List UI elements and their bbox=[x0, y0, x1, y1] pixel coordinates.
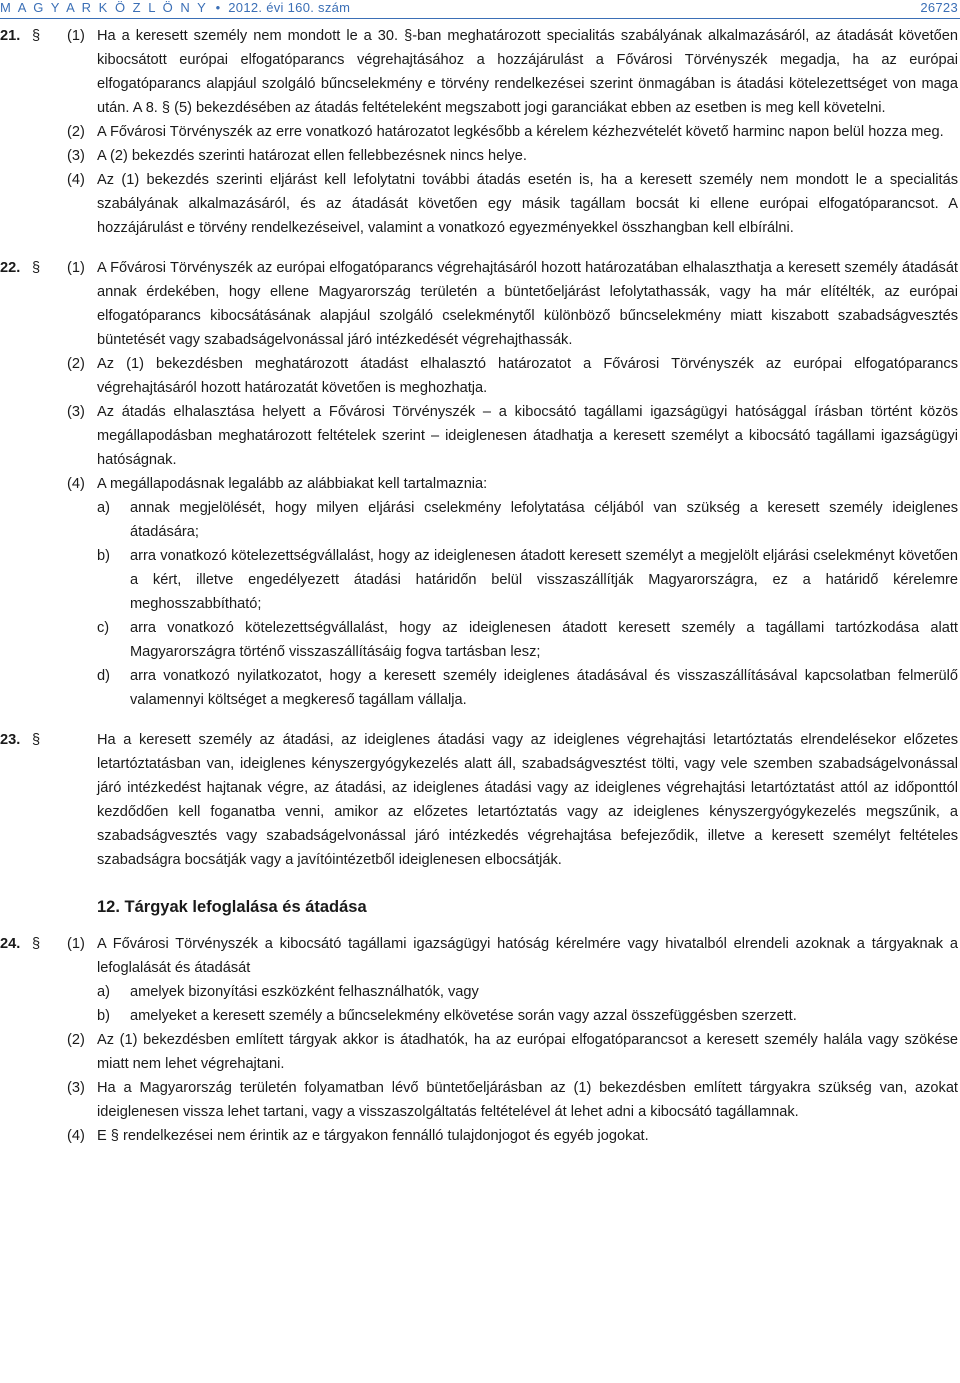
list-item-text: annak megjelölését, hogy milyen eljárási cselekmény lefolytatása céljából van szükség a keresett személy ideiglenes átadására; bbox=[130, 500, 958, 540]
section-22 bbox=[0, 256, 958, 712]
paragraph-number: (2) bbox=[67, 124, 85, 140]
section-symbol: § bbox=[32, 936, 41, 952]
paragraph bbox=[0, 1028, 958, 1076]
list-item-text: arra vonatkozó kötelezettségvállalást, hogy az ideiglenesen átadott keresett személyt a megjelölt eljárási cselekményt követően a kért, illetve engedélyezett átadási határidőn belül visszaszállítják Magyarországra, ez a határidő kérelemre meghosszabbítható; bbox=[130, 548, 958, 612]
paragraph-number: (1) bbox=[67, 936, 85, 952]
section-number: 24. bbox=[0, 936, 21, 952]
section-gap bbox=[0, 872, 958, 888]
list-item-label: a) bbox=[97, 984, 110, 1000]
paragraph-text: A megállapodásnak legalább az alábbiakat kell tartalmaznia: bbox=[97, 476, 488, 492]
section-number: 23. bbox=[0, 732, 21, 748]
paragraph-number: (1) bbox=[67, 260, 85, 276]
list-item-label: b) bbox=[97, 1008, 110, 1024]
list-item bbox=[0, 616, 958, 664]
header-rule bbox=[0, 18, 960, 19]
section-gap bbox=[0, 712, 958, 728]
list-item bbox=[0, 664, 958, 712]
section-symbol: § bbox=[32, 28, 41, 44]
paragraph-number: (2) bbox=[67, 356, 85, 372]
paragraph-text: A Fővárosi Törvényszék az európai elfogatóparancs végrehajtásáról hozott határozatában elhalaszthatja a keresett személy átadását annak érdekében, hogy ellene Magyarország területén a büntetőeljárást lefolytathassák, vagy ha már elítélték, az európai elfogatóparancs kibocsátásának alapjául szolgáló cselekménytől különböző bűncselekmény miatt kiszabott szabadságvesztés büntetését vagy szabadságelvonással járó intézkedését végrehajthassák. bbox=[97, 260, 958, 348]
paragraph-number: (3) bbox=[67, 1080, 85, 1096]
section-number: 22. bbox=[0, 260, 21, 276]
section-symbol: § bbox=[32, 260, 41, 276]
paragraph-text: Az (1) bekezdésben meghatározott átadást elhalasztó határozatot a Fővárosi Törvényszék az európai elfogatóparancs végrehajtásáról hozott határozatát követően is meghozhatja. bbox=[97, 356, 958, 396]
paragraph-text: Az (1) bekezdés szerinti eljárást kell lefolytatni további átadás esetén is, ha a keresett személy nem mondott le a specialitás szabályának alkalmazásáról, és az átadását követően egy másik tagállam bocsát ki ellene európai elfogatóparancsot. A hozzájárulást e törvény rendelkezéseivel, valamint a vonatkozó egyezményekkel összhangban kell elbírálni. bbox=[97, 172, 958, 236]
paragraph-text: Ha a keresett személy nem mondott le a 30. §-ban meghatározott specialitás szabályának alkalmazásáról, az átadását követően kibocsátott európai elfogatóparancs végrehajtásához a hozzájárulást a Fővárosi Törvényszék megadja, ha az európai elfogatóparancs alapjául szolgáló bűncselekmény e törvény rendelkezései szerint önmagában is átadási kötelezettséget von maga után. A 8. § (5) bekezdésében az átadás feltételeként megszabott jogi garanciákat ebben az esetben is meg kell követelni. bbox=[97, 28, 958, 116]
section-23 bbox=[0, 728, 958, 872]
paragraph-number: (3) bbox=[67, 148, 85, 164]
paragraph bbox=[0, 24, 958, 120]
journal-title: M A G Y A R K Ö Z L Ö N Y bbox=[0, 0, 208, 15]
paragraph-text: A Fővárosi Törvényszék a kibocsátó tagállami igazságügyi hatóság kérelmére vagy hivatalból elrendeli azoknak a tárgyaknak a lefoglalását és átadását bbox=[97, 936, 958, 976]
section-symbol: § bbox=[32, 732, 41, 748]
paragraph bbox=[0, 256, 958, 352]
page-number: 26723 bbox=[920, 0, 958, 15]
paragraph-number: (2) bbox=[67, 1032, 85, 1048]
paragraph bbox=[0, 120, 958, 144]
section-24 bbox=[0, 932, 958, 1148]
page-header bbox=[0, 0, 960, 16]
paragraph-text: E § rendelkezései nem érintik az e tárgyakon fennálló tulajdonjogot és egyéb jogokat. bbox=[97, 1128, 649, 1144]
list-item-label: a) bbox=[97, 500, 110, 516]
paragraph bbox=[0, 728, 958, 872]
paragraph-number: (1) bbox=[67, 28, 85, 44]
journal-header: M A G Y A R K Ö Z L Ö N Y • 2012. évi 160. szám bbox=[0, 0, 351, 15]
paragraph-number: (4) bbox=[67, 1128, 85, 1144]
list-item bbox=[0, 980, 958, 1004]
paragraph-text: A Fővárosi Törvényszék az erre vonatkozó határozatot legkésőbb a kérelem kézhezvételét követő harminc napon belül hozza meg. bbox=[97, 124, 944, 140]
paragraph bbox=[0, 1076, 958, 1124]
list-item bbox=[0, 1004, 958, 1028]
paragraph-text: Az (1) bekezdésben említett tárgyak akkor is átadhatók, ha az európai elfogatóparancsot a keresett személy halála vagy szökése miatt nem lehet végrehajtani. bbox=[97, 1032, 958, 1072]
paragraph bbox=[0, 144, 958, 168]
list-item-label: b) bbox=[97, 548, 110, 564]
paragraph-number: (3) bbox=[67, 404, 85, 420]
paragraph-text: Az átadás elhalasztása helyett a Fővárosi Törvényszék – a kibocsátó tagállami igazságügyi hatósággal írásban történt közös megállapodásban meghatározott feltételek szerint – ideiglenesen átadhatja a keresett személyt a kibocsátó tagállami igazságügyi hatóságnak. bbox=[97, 404, 958, 468]
list-item-text: amelyeket a keresett személy a bűncselekmény elkövetése során vagy azzal összefüggésben szerzett. bbox=[130, 1008, 797, 1024]
paragraph bbox=[0, 400, 958, 472]
issue-label: 2012. évi 160. szám bbox=[228, 0, 351, 15]
paragraph-text: Ha a Magyarország területén folyamatban lévő büntetőeljárásban az (1) bekezdésben említett tárgyakra szükség van, azokat ideiglenesen vissza lehet tartani, vagy a visszaszolgáltatás feltételével át lehet adni a kibocsátó tagállamnak. bbox=[97, 1080, 958, 1120]
list-item-text: arra vonatkozó kötelezettségvállalást, hogy az ideiglenesen átadott keresett személy a tagállami tartózkodása alatt Magyarországra történő visszaszállításáig fogva tartásban lesz; bbox=[130, 620, 958, 660]
list-item-text: amelyek bizonyítási eszközként felhasználhatók, vagy bbox=[130, 984, 479, 1000]
section-number: 21. bbox=[0, 28, 21, 44]
list-item bbox=[0, 496, 958, 544]
document-body bbox=[0, 24, 958, 1148]
paragraph bbox=[0, 1124, 958, 1148]
list-item bbox=[0, 544, 958, 616]
paragraph bbox=[0, 168, 958, 240]
paragraph bbox=[0, 352, 958, 400]
paragraph-text: Ha a keresett személy az átadási, az ideiglenes átadási vagy az ideiglenes végrehajtási letartóztatás elrendelésekor előzetes letartóztatásban van, ideiglenes kényszergyógykezelés alatt áll, szabadságvesztést tölti, vagy vele szemben szabadságelvonással járó intézkedést hajtanak végre, az átadási, az ideiglenes átadási vagy az ideiglenes végrehajtási letartóztatást attól az időponttól kezdődően kell foganatba venni, amikor az előzetes letartóztatás vagy az ideiglenes kényszergyógykezelés megszűnik, a szabadságvesztés vagy szabadságelvonással járó intézkedés végrehajtása befejeződik, illetve a keresett személyt feltételes szabadságra bocsátják vagy a javítóintézetből ideiglenesen elbocsátják. bbox=[97, 732, 958, 868]
section-21 bbox=[0, 24, 958, 240]
list-item-label: c) bbox=[97, 620, 110, 636]
paragraph bbox=[0, 472, 958, 496]
paragraph-text: A (2) bekezdés szerinti határozat ellen fellebbezésnek nincs helye. bbox=[97, 148, 527, 164]
paragraph-number: (4) bbox=[67, 476, 85, 492]
paragraph bbox=[0, 932, 958, 980]
section-gap bbox=[0, 240, 958, 256]
paragraph-number: (4) bbox=[67, 172, 85, 188]
list-item-text: arra vonatkozó nyilatkozatot, hogy a keresett személy ideiglenes átadásával és visszaszállításával kapcsolatban felmerülő valamennyi költséget a megkereső tagállam vállalja. bbox=[130, 668, 958, 708]
chapter-heading: 12. Tárgyak lefoglalása és átadása bbox=[97, 898, 367, 916]
list-item-label: d) bbox=[97, 668, 110, 684]
